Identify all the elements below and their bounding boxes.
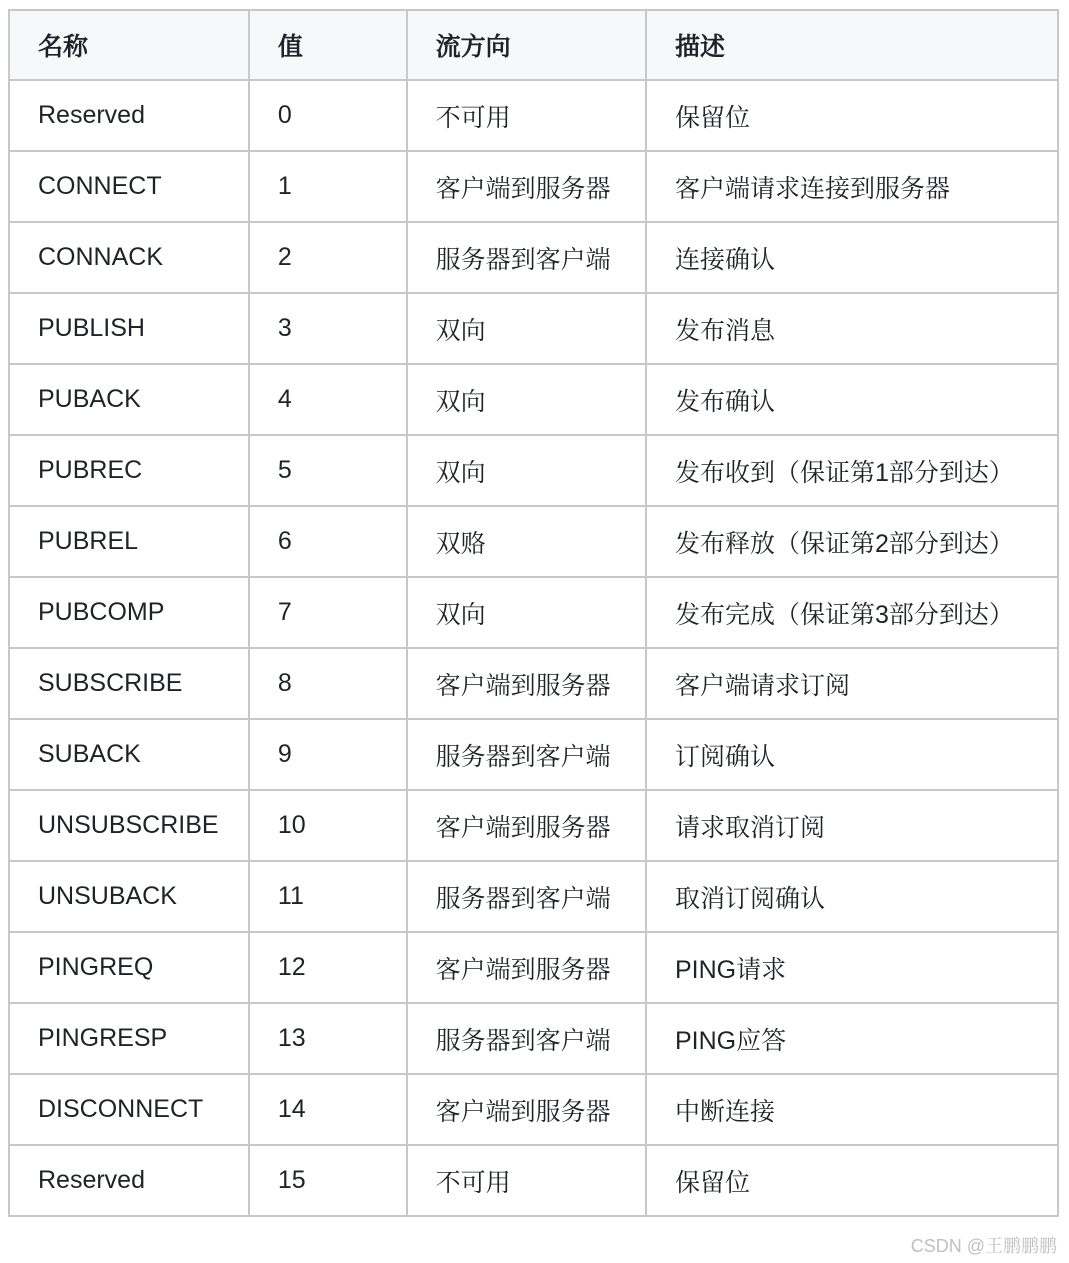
cell-description: 保留位	[646, 1145, 1058, 1216]
cell-description: PING请求	[646, 932, 1058, 1003]
cell-value: 7	[249, 577, 407, 648]
cell-value: 0	[249, 80, 407, 151]
cell-name: Reserved	[9, 1145, 249, 1216]
cell-description: 发布消息	[646, 293, 1058, 364]
cell-value: 8	[249, 648, 407, 719]
cell-name: PINGRESP	[9, 1003, 249, 1074]
cell-direction: 客户端到服务器	[407, 932, 646, 1003]
watermark: CSDN @王鹏鹏鹏	[910, 1236, 1057, 1256]
cell-direction: 客户端到服务器	[407, 648, 646, 719]
table-row	[9, 1145, 1058, 1216]
table-row	[9, 1074, 1058, 1145]
cell-name: PUBREL	[9, 506, 249, 577]
cell-description: 发布收到（保证第1部分到达）	[646, 435, 1058, 506]
cell-direction: 客户端到服务器	[407, 790, 646, 861]
cell-description: 取消订阅确认	[646, 861, 1058, 932]
table-row	[9, 364, 1058, 435]
table-row	[9, 577, 1058, 648]
cell-name: PUBLISH	[9, 293, 249, 364]
header-name: 名称	[9, 10, 249, 80]
cell-value: 4	[249, 364, 407, 435]
table-row	[9, 222, 1058, 293]
cell-value: 12	[249, 932, 407, 1003]
cell-direction: 不可用	[407, 1145, 646, 1216]
cell-description: 中断连接	[646, 1074, 1058, 1145]
cell-direction: 客户端到服务器	[407, 151, 646, 222]
cell-name: UNSUBACK	[9, 861, 249, 932]
cell-value: 13	[249, 1003, 407, 1074]
cell-direction: 服务器到客户端	[407, 1003, 646, 1074]
cell-direction: 客户端到服务器	[407, 1074, 646, 1145]
table-row	[9, 435, 1058, 506]
table-row	[9, 932, 1058, 1003]
cell-direction: 双向	[407, 293, 646, 364]
cell-value: 15	[249, 1145, 407, 1216]
table-header-row	[9, 10, 1058, 80]
header-description: 描述	[646, 10, 1058, 80]
header-value: 值	[249, 10, 407, 80]
mqtt-packet-types-table	[8, 9, 1059, 1217]
cell-description: 发布释放（保证第2部分到达）	[646, 506, 1058, 577]
cell-description: 发布确认	[646, 364, 1058, 435]
cell-name: PUBCOMP	[9, 577, 249, 648]
cell-value: 10	[249, 790, 407, 861]
cell-direction: 不可用	[407, 80, 646, 151]
table-row	[9, 1003, 1058, 1074]
cell-name: CONNECT	[9, 151, 249, 222]
cell-description: 客户端请求连接到服务器	[646, 151, 1058, 222]
table-row	[9, 719, 1058, 790]
cell-description: 请求取消订阅	[646, 790, 1058, 861]
cell-value: 5	[249, 435, 407, 506]
cell-name: PUBREC	[9, 435, 249, 506]
cell-name: DISCONNECT	[9, 1074, 249, 1145]
cell-description: 连接确认	[646, 222, 1058, 293]
header-direction: 流方向	[407, 10, 646, 80]
table-row	[9, 80, 1058, 151]
cell-value: 6	[249, 506, 407, 577]
table-row	[9, 293, 1058, 364]
cell-description: 订阅确认	[646, 719, 1058, 790]
cell-name: SUBACK	[9, 719, 249, 790]
cell-description: PING应答	[646, 1003, 1058, 1074]
table-row	[9, 648, 1058, 719]
cell-direction: 双赂	[407, 506, 646, 577]
cell-description: 保留位	[646, 80, 1058, 151]
cell-direction: 双向	[407, 364, 646, 435]
cell-description: 客户端请求订阅	[646, 648, 1058, 719]
table-row	[9, 151, 1058, 222]
cell-direction: 双向	[407, 577, 646, 648]
cell-direction: 服务器到客户端	[407, 719, 646, 790]
cell-value: 9	[249, 719, 407, 790]
cell-value: 2	[249, 222, 407, 293]
cell-direction: 服务器到客户端	[407, 861, 646, 932]
cell-value: 11	[249, 861, 407, 932]
cell-name: Reserved	[9, 80, 249, 151]
table-row	[9, 506, 1058, 577]
cell-direction: 双向	[407, 435, 646, 506]
cell-name: CONNACK	[9, 222, 249, 293]
cell-name: PUBACK	[9, 364, 249, 435]
cell-value: 3	[249, 293, 407, 364]
cell-name: SUBSCRIBE	[9, 648, 249, 719]
cell-name: PINGREQ	[9, 932, 249, 1003]
cell-name: UNSUBSCRIBE	[9, 790, 249, 861]
table-row	[9, 861, 1058, 932]
cell-value: 1	[249, 151, 407, 222]
cell-value: 14	[249, 1074, 407, 1145]
cell-direction: 服务器到客户端	[407, 222, 646, 293]
table-row	[9, 790, 1058, 861]
cell-description: 发布完成（保证第3部分到达）	[646, 577, 1058, 648]
